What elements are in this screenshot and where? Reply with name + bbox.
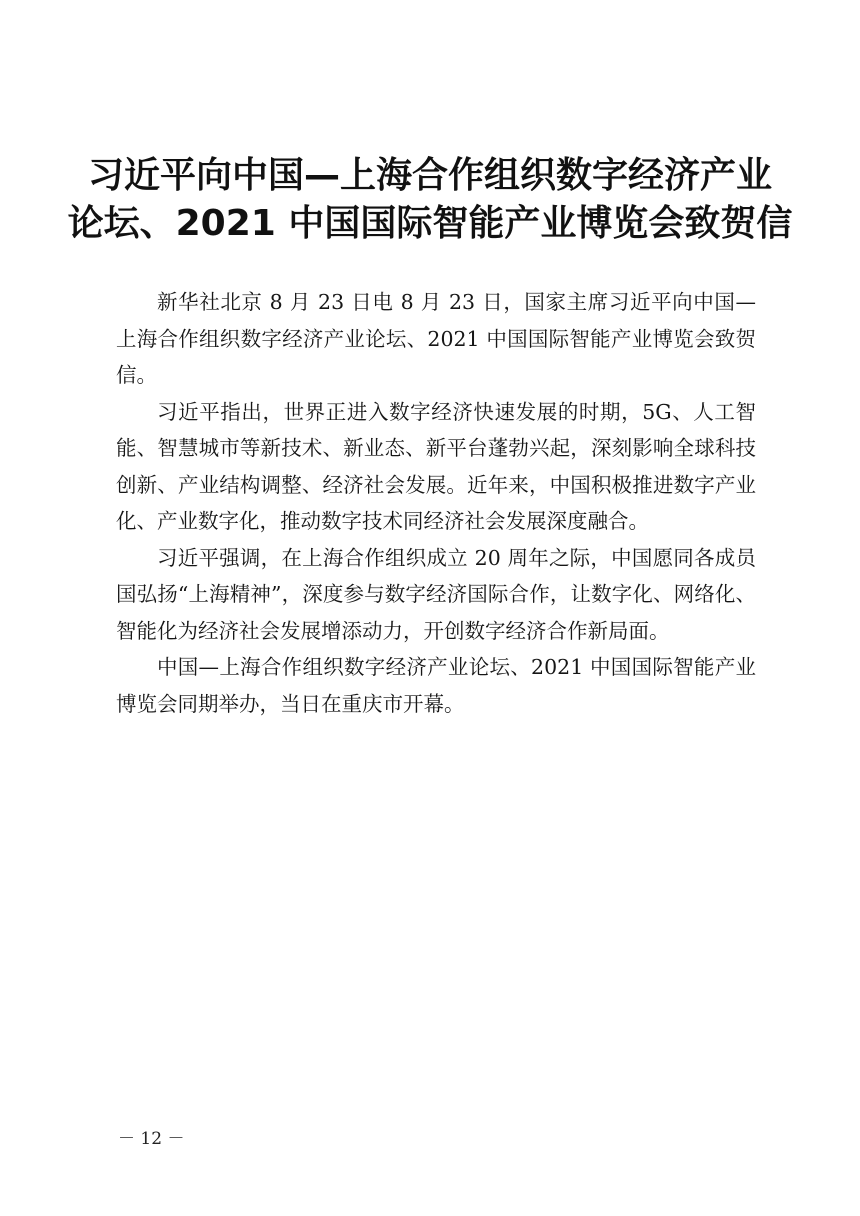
paragraph-2: 习近平指出，世界正进入数字经济快速发展的时期，5G、人工智能、智慧城市等新技术、新业态、新平台蓬勃兴起，深刻影响全球科技创新、产业结构调整、经济社会发展。近年来，中国积极推进数字产业化、产业数字化，推动数字技术同经济社会发展深度融合。 (116, 399, 756, 533)
paragraph-3: 习近平强调，在上海合作组织成立 20 周年之际，中国愿同各成员国弘扬“上海精神”，深度参与数字经济国际合作，让数字化、网络化、智能化为经济社会发展增添动力，开创数字经济合作新局面。 (116, 545, 756, 643)
title-line-2: 论坛、2021 中国国际智能产业博览会致贺信 (67, 203, 793, 244)
title-line-1: 习近平向中国—上海合作组织数字经济产业 (87, 155, 772, 196)
article-body (116, 284, 756, 722)
page-number: － 12 － (118, 1129, 185, 1149)
paragraph-1: 新华社北京 8 月 23 日电 8 月 23 日，国家主席习近平向中国—上海合作组织数字经济产业论坛、2021 中国国际智能产业博览会致贺信。 (116, 290, 756, 387)
paragraph-4: 中国—上海合作组织数字经济产业论坛、2021 中国国际智能产业博览会同期举办，当日在重庆市开幕。 (116, 655, 756, 716)
article-title (0, 152, 860, 248)
